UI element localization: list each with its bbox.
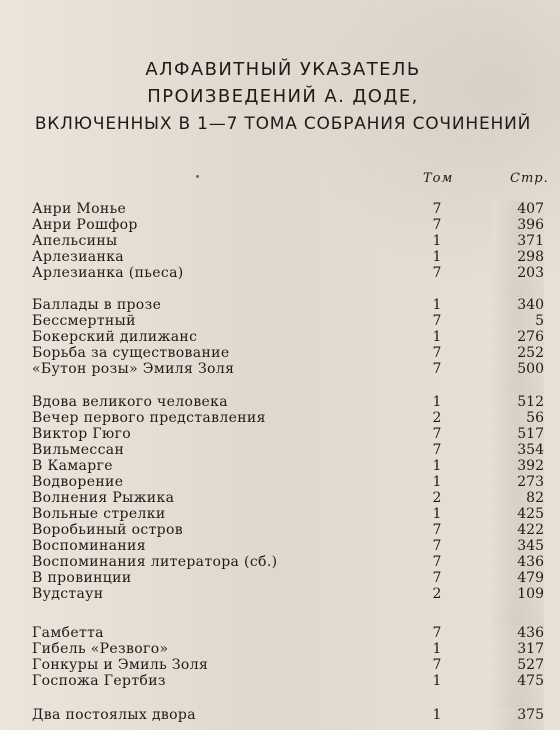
page-number: 82 <box>492 490 544 730</box>
index-row <box>0 394 560 410</box>
page-number: 203 <box>492 265 544 730</box>
volume-number: 1 <box>432 641 442 657</box>
index-row <box>0 641 560 657</box>
work-title: Гонкуры и Эмиль Золя <box>32 657 209 673</box>
index-row <box>0 657 560 673</box>
work-title: Вечер первого представления <box>32 410 266 426</box>
index-row <box>0 201 560 217</box>
index-row <box>0 297 560 313</box>
volume-number: 7 <box>432 426 442 442</box>
work-title: Баллады в прозе <box>32 297 162 313</box>
index-title-line-2: ПРОИЗВЕДЕНИЙ А. ДОДЕ, <box>147 86 419 107</box>
page-number: 276 <box>492 329 544 730</box>
volume-number: 1 <box>432 506 442 522</box>
volume-number: 7 <box>432 625 442 641</box>
volume-number: 7 <box>432 538 442 554</box>
work-title: Вольные стрелки <box>32 506 166 522</box>
page-number: 475 <box>492 673 544 730</box>
work-title: Вильмессан <box>32 442 125 458</box>
index-row <box>0 458 560 474</box>
volume-number: 7 <box>432 265 442 281</box>
volume-number: 7 <box>432 361 442 377</box>
work-title: Виктор Гюго <box>32 426 132 442</box>
work-title: Арлезианка (пьеса) <box>32 265 184 281</box>
volume-number: 7 <box>432 657 442 673</box>
index-row <box>0 361 560 377</box>
work-title: Анри Монье <box>32 201 127 217</box>
page-number: 407 <box>492 201 544 730</box>
index-row <box>0 442 560 458</box>
work-title: Госпожа Гертбиз <box>32 673 166 689</box>
work-title: Воспоминания <box>32 538 146 554</box>
volume-number: 7 <box>432 313 442 329</box>
work-title: Волнения Рыжика <box>32 490 175 506</box>
work-title: В Камарге <box>32 458 113 474</box>
volume-number: 2 <box>432 410 442 426</box>
index-row <box>0 554 560 570</box>
volume-number: 2 <box>432 490 442 506</box>
volume-number: 7 <box>432 345 442 361</box>
volume-number: 7 <box>432 522 442 538</box>
index-row <box>0 217 560 233</box>
page-number: 512 <box>492 394 544 730</box>
work-title: Воробьиный остров <box>32 522 183 538</box>
index-row <box>0 265 560 281</box>
volume-number: 1 <box>432 249 442 265</box>
volume-number: 7 <box>432 554 442 570</box>
page-number: 392 <box>492 458 544 730</box>
volume-number: 1 <box>432 673 442 689</box>
work-title: Бокерский дилижанс <box>32 329 198 345</box>
page-number: 317 <box>492 641 544 730</box>
work-title: В провинции <box>32 570 132 586</box>
page-number: 56 <box>492 410 544 730</box>
work-title: Воспоминания литератора (сб.) <box>32 554 278 570</box>
index-row <box>0 490 560 506</box>
volume-number: 7 <box>432 570 442 586</box>
index-row <box>0 625 560 641</box>
volume-number: 1 <box>432 474 442 490</box>
volume-number: 7 <box>432 217 442 233</box>
index-title-line-3: ВКЛЮЧЕННЫХ В 1—7 ТОМА СОБРАНИЯ СОЧИНЕНИЙ <box>34 114 532 134</box>
index-row <box>0 538 560 554</box>
volume-number: 2 <box>432 586 442 602</box>
page-number: 5 <box>492 313 544 730</box>
index-row <box>0 586 560 602</box>
volume-number: 7 <box>432 442 442 458</box>
index-row <box>0 474 560 490</box>
volume-number: 1 <box>432 394 442 410</box>
page-number: 340 <box>492 297 544 730</box>
index-title-line-1: АЛФАВИТНЫЙ УКАЗАТЕЛЬ <box>145 59 421 80</box>
index-row <box>0 410 560 426</box>
index-row <box>0 426 560 442</box>
page-number: 436 <box>492 554 544 730</box>
index-row <box>0 345 560 361</box>
page-number: 422 <box>492 522 544 730</box>
page-column-header: Стр. <box>510 171 549 186</box>
index-row <box>0 673 560 689</box>
work-title: Водворение <box>32 474 124 490</box>
work-title: Апельсины <box>32 233 118 249</box>
page-number: 517 <box>492 426 544 730</box>
work-title: Гамбетта <box>32 625 104 641</box>
work-title: Два постоялых двора <box>32 707 196 723</box>
page-number: 109 <box>492 586 544 730</box>
page-number: 436 <box>492 625 544 730</box>
work-title: Бессмертный <box>32 313 136 329</box>
page-number: 396 <box>492 217 544 730</box>
work-title: Вдова великого человека <box>32 394 228 410</box>
page-number: 371 <box>492 233 544 730</box>
page-number: 479 <box>492 570 544 730</box>
volume-column-header: Том <box>423 171 454 186</box>
index-row <box>0 313 560 329</box>
work-title: Гибель «Резвого» <box>32 641 169 657</box>
page-number: 527 <box>492 657 544 730</box>
index-row <box>0 329 560 345</box>
volume-number: 1 <box>432 458 442 474</box>
work-title: «Бутон розы» Эмиля Золя <box>32 361 235 377</box>
index-row <box>0 570 560 586</box>
page-number: 375 <box>492 707 544 730</box>
page-number: 298 <box>492 249 544 730</box>
work-title: Анри Рошфор <box>32 217 138 233</box>
page-number: 500 <box>492 361 544 730</box>
work-title: Арлезианка <box>32 249 124 265</box>
volume-number: 1 <box>432 233 442 249</box>
volume-number: 1 <box>432 297 442 313</box>
volume-number: 1 <box>432 329 442 345</box>
page-number: 273 <box>492 474 544 730</box>
index-row <box>0 522 560 538</box>
page-number: 252 <box>492 345 544 730</box>
index-row <box>0 249 560 265</box>
volume-number: 1 <box>432 707 442 723</box>
page-number: 345 <box>492 538 544 730</box>
index-row <box>0 707 560 723</box>
work-title: Вудстаун <box>32 586 104 602</box>
index-row <box>0 233 560 249</box>
index-row <box>0 506 560 522</box>
page-number: 425 <box>492 506 544 730</box>
work-title: Борьба за существование <box>32 345 230 361</box>
volume-number: 7 <box>432 201 442 217</box>
page-number: 354 <box>492 442 544 730</box>
